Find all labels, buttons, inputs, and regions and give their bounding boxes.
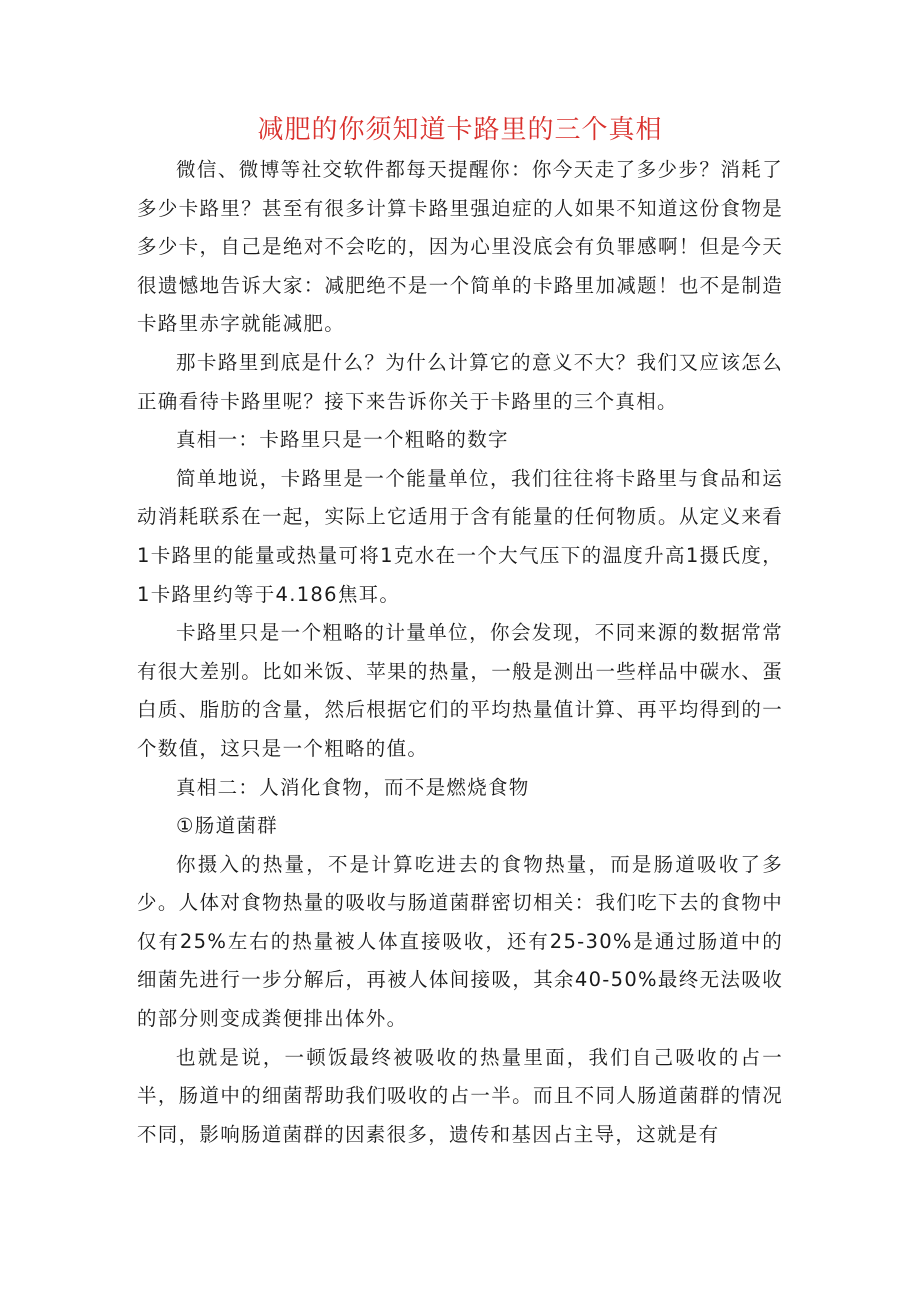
subheading-gut-flora: ①肠道菌群 (176, 814, 278, 838)
section-heading-truth-one: 真相一：卡路里只是一个粗略的数字 (176, 428, 509, 452)
document-title: 减肥的你须知道卡路里的三个真相 (257, 115, 663, 145)
paragraph-gut-bacteria: 也就是说，一顿饭最终被吸收的热量里面，我们自己吸收的占一半，肠道中的细菌帮助我们吸收的占一半。而且不同人肠道菌群的情况不同，影响肠道菌群的因素很多，遗传和基因占主导，这就是有 (137, 1045, 783, 1146)
paragraph-intro: 微信、微博等社交软件都每天提醒你：你今天走了多少步？消耗了多少卡路里？甚至有很多计算卡路里强迫症的人如果不知道这份食物是多少卡，自己是绝对不会吃的，因为心里没底会有负罪感啊！但是今天很遗憾地告诉大家：减肥绝不是一个简单的卡路里加减题！也不是制造卡路里赤字就能减肥。 (137, 158, 783, 336)
document-body (137, 151, 783, 1154)
paragraph-calorie-definition: 简单地说，卡路里是一个能量单位，我们往往将卡路里与食品和运动消耗联系在一起，实际上它适用于含有能量的任何物质。从定义来看1卡路里的能量或热量可将1克水在一个大气压下的温度升高1摄氏度，1卡路里约等于4.186焦耳。 (137, 466, 783, 606)
paragraph-questions: 那卡路里到底是什么？为什么计算它的意义不大？我们又应该怎么正确看待卡路里呢？接下来告诉你关于卡路里的三个真相。 (137, 350, 783, 413)
paragraph-absorption: 你摄入的热量，不是计算吃进去的食物热量，而是肠道吸收了多少。人体对食物热量的吸收与肠道菌群密切相关：我们吃下去的食物中仅有25%左右的热量被人体直接吸收，还有25-30%是通过肠道中的细菌先进行一步分解后，再被人体间接吸，其余40-50%最终无法吸收的部分则变成粪便排出体外。 (137, 852, 783, 1031)
section-heading-truth-two: 真相二：人消化食物，而不是燃烧食物 (176, 775, 530, 799)
paragraph-calorie-rough: 卡路里只是一个粗略的计量单位，你会发现，不同来源的数据常常有很大差别。比如米饭、苹果的热量，一般是测出一些样品中碳水、蛋白质、脂肪的含量，然后根据它们的平均热量值计算、再平均得到的一个数值，这只是一个粗略的值。 (137, 621, 783, 760)
